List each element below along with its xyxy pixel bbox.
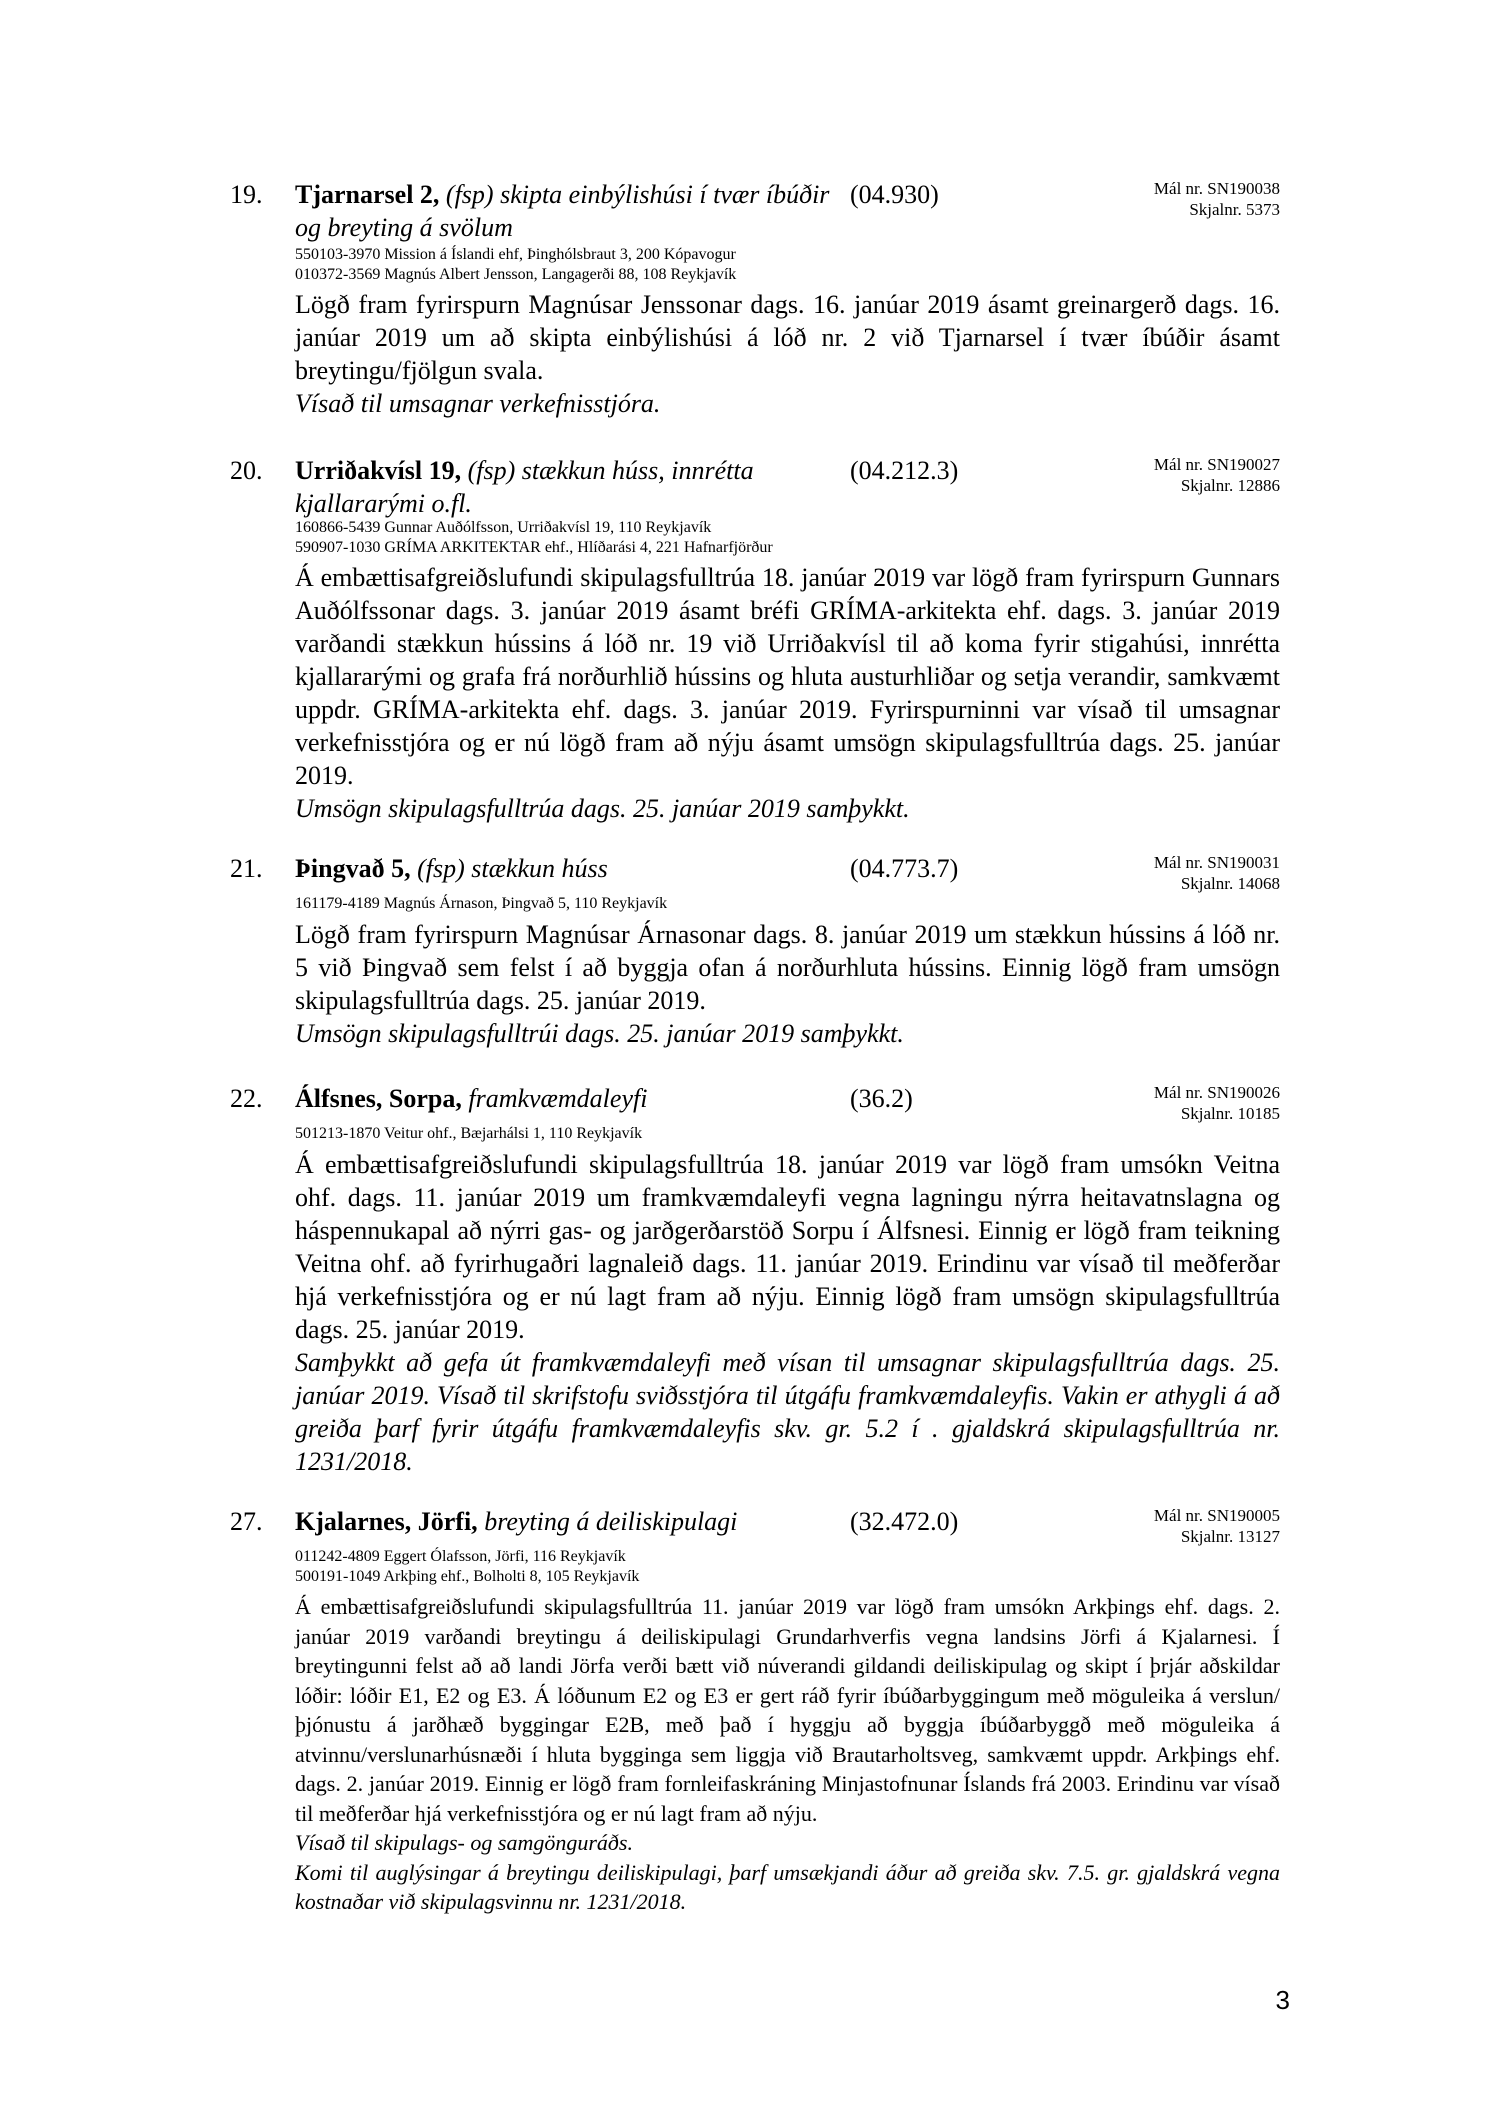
parties (295, 1547, 639, 1586)
case-decision: Vísað til umsagnar verkefnisstjóra. (295, 389, 661, 418)
parties (295, 1124, 642, 1144)
party: 011242-4809 Eggert Ólafsson, Jörfi, 116 Reykjavík (295, 1548, 626, 1565)
case-name: Tjarnarsel 2, (295, 180, 440, 209)
case-decision: Samþykkt að gefa út framkvæmdaleyfi með vísan til umsagnar skipulagsfulltrúa dags. 25. janúar 2019. Vísað til skrifstofu sviðsstjóra til útgáfu framkvæmdaleyfis. Vakin er athygli á að greiða þarf fyrir útgáfu framkvæmdaleyfis skv. gr. 5.2 í . gjaldskrá skipulagsfulltrúa nr. 1231/2018. (295, 1348, 1280, 1476)
case-text: Lögð fram fyrirspurn Magnúsar Jenssonar dags. 16. janúar 2019 ásamt greinargerð dags. 16. janúar 2019 um að skipta einbýlishúsi á lóð nr. 2 við Tjarnarsel í tvær íbúðir ásamt breytingu/fjölgun svala. (295, 290, 1280, 385)
case-number: 20. (230, 456, 263, 485)
case-body (295, 1592, 1280, 1917)
parties (295, 245, 736, 284)
case-subject: (fsp) skipta einbýlishúsi í tvær íbúðir og breyting á svölum (295, 180, 830, 242)
case-heading (295, 454, 835, 520)
case-meta (1154, 1082, 1280, 1124)
parties (295, 518, 773, 557)
case-no: Mál nr. SN190005 (1153, 1506, 1280, 1525)
land-code: (32.472.0) (850, 1507, 959, 1536)
case-body (295, 1148, 1280, 1478)
case-heading (295, 852, 835, 885)
case-subject: breyting á deiliskipulagi (484, 1507, 738, 1536)
case-no: Mál nr. SN190031 (1153, 853, 1280, 872)
doc-no: Skjalnr. 10185 (1180, 1104, 1280, 1123)
party: 590907-1030 GRÍMA ARKITEKTAR ehf., Hlíðarási 4, 221 Hafnarfjörður (295, 538, 773, 556)
case-body (295, 918, 1280, 1050)
case-decision: Umsögn skipulagsfulltrúi dags. 25. janúar 2019 samþykkt. (295, 1019, 904, 1048)
doc-no: Skjalnr. 14068 (1180, 874, 1280, 893)
case-no: Mál nr. SN190026 (1153, 1083, 1280, 1102)
case-number: 22. (230, 1084, 263, 1113)
case-meta (1154, 178, 1280, 220)
case-no: Mál nr. SN190027 (1153, 455, 1280, 474)
party: 550103-3970 Mission á Íslandi ehf, Þinghólsbraut 3, 200 Kópavogur (295, 246, 736, 263)
case-text: Lögð fram fyrirspurn Magnúsar Árnasonar dags. 8. janúar 2019 um stækkun hússins á lóð nr. 5 við Þingvað sem felst í að byggja ofan á norðurhluta hússins. Einnig lögð fram umsögn skipulagsfulltrúa dags. 25. janúar 2019. (295, 920, 1280, 1015)
case-body (295, 288, 1280, 420)
case-decision: Vísað til skipulags- og samgönguráðs. (295, 1830, 633, 1855)
case-subject: framkvæmdaleyfi (468, 1084, 648, 1113)
case-name: Urriðakvísl 19, (295, 456, 462, 485)
case-meta (1154, 852, 1280, 894)
case-number: 27. (230, 1507, 263, 1536)
case-decision: Umsögn skipulagsfulltrúa dags. 25. janúar 2019 samþykkt. (295, 794, 910, 823)
case-text: Á embættisafgreiðslufundi skipulagsfulltrúa 18. janúar 2019 var lögð fram umsókn Veitna ohf. dags. 11. janúar 2019 um framkvæmdaleyfi vegna lagningu nýrra heitavatnslagna og háspennukapal að nýrri gas- og jarðgerðarstöð Sorpu í Álfsnesi. Einnig er lögð fram teikning Veitna ohf. að fyrirhugaðri lagnaleið dags. 11. janúar 2019. Erindinu var vísað til meðferðar hjá verkefnisstjóra og er nú lagt fram að nýju. Einnig lögð fram umsögn skipulagsfulltrúa dags. 25. janúar 2019. (295, 1150, 1280, 1344)
case-decision: Komi til auglýsingar á breytingu deiliskipulagi, þarf umsækjandi áður að greiða skv. 7.5. gr. gjaldskrá vegna kostnaðar við skipulagsvinnu nr. 1231/2018. (295, 1859, 1280, 1914)
case-meta (1154, 1505, 1280, 1547)
case-body (295, 561, 1280, 825)
land-code: (36.2) (850, 1084, 913, 1113)
case-text: Á embættisafgreiðslufundi skipulagsfulltrúa 18. janúar 2019 var lögð fram fyrirspurn Gunnars Auðólfssonar dags. 3. janúar 2019 ásamt bréfi GRÍMA-arkitekta ehf. dags. 3. janúar 2019 varðandi stækkun hússins á lóð nr. 19 við Urriðakvísl til að koma fyrir stigahúsi, innrétta kjallararými og grafa frá norðurhlið hússins og hluta austurhliðar og setja verandir, samkvæmt uppdr. GRÍMA-arkitekta ehf. dags. 3. janúar 2019. Fyrirspurninni var vísað til umsagnar verkefnisstjóra og er nú lögð fram að nýju ásamt umsögn skipulagsfulltrúa dags. 25. janúar 2019. (295, 563, 1280, 790)
party: 501213-1870 Veitur ohf., Bæjarhálsi 1, 110 Reykjavík (295, 1125, 643, 1142)
case-subject: (fsp) stækkun húss (417, 854, 608, 883)
party: 161179-4189 Magnús Árnason, Þingvað 5, 110 Reykjavík (295, 895, 668, 912)
case-meta (1154, 454, 1280, 496)
doc-no: Skjalnr. 12886 (1180, 476, 1280, 495)
case-subject: (fsp) stækkun húss, innrétta kjallararými o.fl. (295, 456, 754, 518)
case-heading (295, 178, 835, 244)
case-heading (295, 1082, 835, 1115)
parties (295, 894, 667, 914)
party: 160866-5439 Gunnar Auðólfsson, Urriðakvísl 19, 110 Reykjavík (295, 519, 712, 536)
party: 010372-3569 Magnús Albert Jensson, Langagerði 88, 108 Reykjavík (295, 265, 737, 283)
case-name: Álfsnes, Sorpa, (295, 1084, 462, 1113)
case-name: Kjalarnes, Jörfi, (295, 1507, 478, 1536)
land-code: (04.773.7) (850, 854, 959, 883)
case-heading (295, 1505, 835, 1538)
case-name: Þingvað 5, (295, 854, 411, 883)
case-number: 21. (230, 854, 263, 883)
case-no: Mál nr. SN190038 (1153, 179, 1280, 198)
case-text: Á embættisafgreiðslufundi skipulagsfulltrúa 11. janúar 2019 var lögð fram umsókn Arkþings ehf. dags. 2. janúar 2019 varðandi breytingu á deiliskipulagi Grundarhverfis vegna landsins Jörfi á Kjalarnesi. Í breytingunni felst að að landi Jörfa verði bætt við núverandi gildandi deiliskipulag og skipt í þrjár aðskildar lóðir: lóðir E1, E2 og E3. Á lóðunum E2 og E3 er gert ráð fyrir íbúðarbyggingum með möguleika á verslun/þjónustu á jarðhæð byggingar E2B, með það í hyggju að byggja íbúðarbyggð með möguleika á atvinnu/verslunarhúsnæði í hluta bygginga sem liggja við Brautarholtsveg, samkvæmt uppdr. Arkþings ehf. dags. 2. janúar 2019. Einnig er lögð fram fornleifaskráning Minjastofnunar Íslands frá 2003. Erindinu var vísað til meðferðar hjá verkefnisstjóra og er nú lagt fram að nýju. (295, 1594, 1280, 1826)
land-code: (04.212.3) (850, 456, 959, 485)
doc-no: Skjalnr. 5373 (1189, 200, 1280, 219)
page-number: 3 (1275, 1985, 1290, 2015)
land-code: (04.930) (850, 180, 939, 209)
party: 500191-1049 Arkþing ehf., Bolholti 8, 105 Reykjavík (295, 1567, 640, 1585)
doc-no: Skjalnr. 13127 (1180, 1527, 1280, 1546)
case-number: 19. (230, 180, 263, 209)
